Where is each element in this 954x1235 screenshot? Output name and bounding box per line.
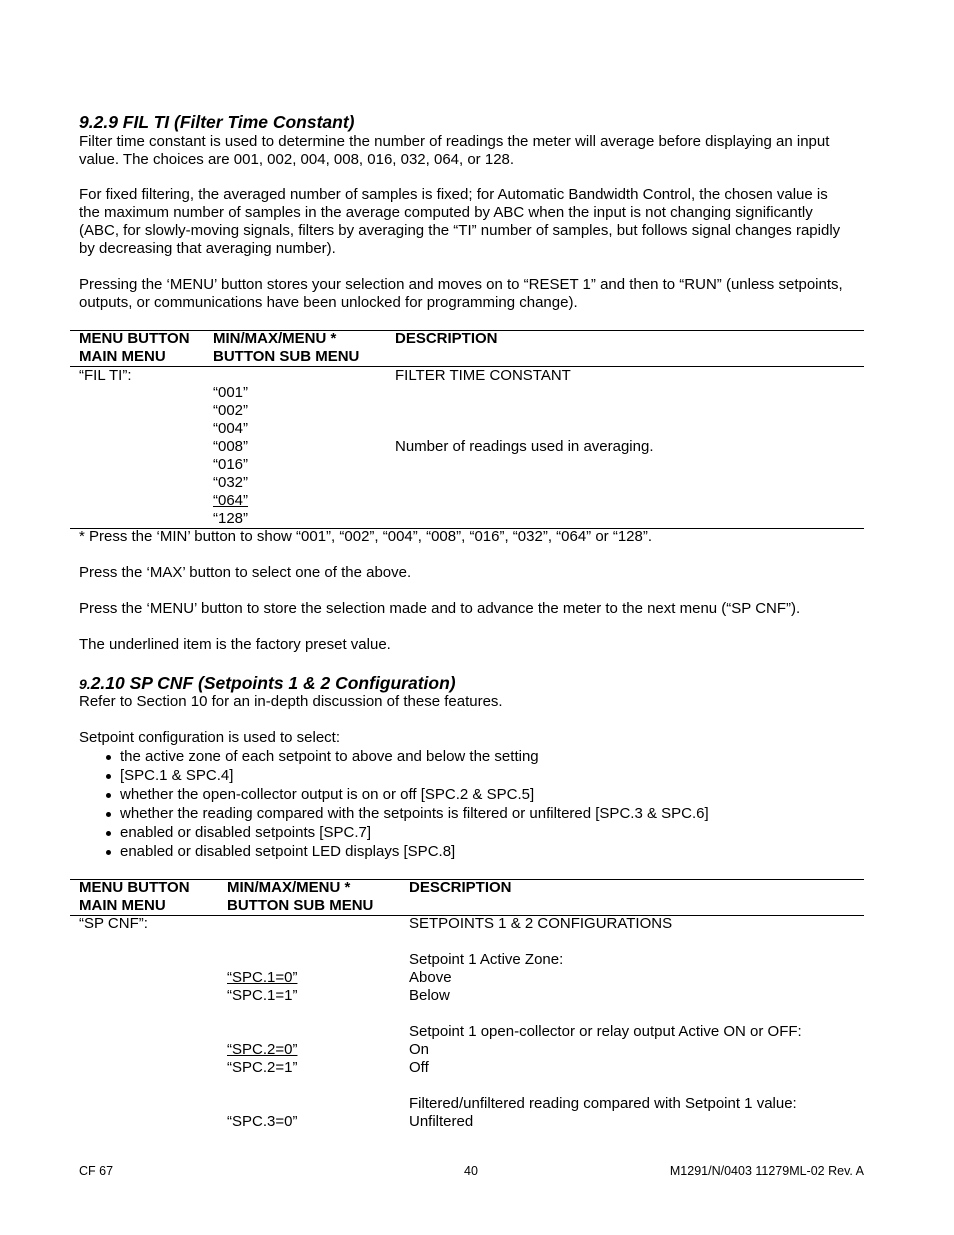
option-description: Unfiltered — [409, 1113, 474, 1130]
table-header-sub-menu: MIN/MAX/MENU * — [227, 879, 351, 896]
option-cell: “004” — [213, 420, 249, 437]
footer-doc-code: CF 67 — [79, 1164, 114, 1178]
list-item: whether the open-collector output is on or off [SPC.2 & SPC.5] — [120, 786, 535, 803]
list-item: [SPC.1 & SPC.4] — [120, 767, 234, 784]
bullet-icon — [106, 831, 111, 836]
bullet-icon — [106, 793, 111, 798]
section-heading-fil-ti: 9.2.9 FIL TI (Filter Time Constant) — [79, 112, 355, 132]
footer-revision: M1291/N/0403 11279ML-02 Rev. A — [669, 1164, 864, 1178]
list-item: whether the reading compared with the setpoints is filtered or unfiltered [SPC.3 & SPC.6] — [120, 805, 709, 822]
table-header-main-menu: MAIN MENU — [79, 897, 166, 914]
group-title: Setpoint 1 Active Zone: — [409, 951, 564, 968]
table-note: The underlined item is the factory preset value. — [79, 636, 391, 653]
heading-text: 2.10 SP CNF (Setpoints 1 & 2 Configuration) — [90, 673, 456, 693]
table-note: Press the ‘MENU’ button to store the selection made and to advance the meter to the next menu (“SP CNF”). — [79, 600, 801, 617]
option-cell: “128” — [213, 510, 249, 527]
description-cell: SETPOINTS 1 & 2 CONFIGURATIONS — [409, 915, 673, 932]
table-header-sub-menu: BUTTON SUB MENU — [213, 348, 360, 365]
paragraph-line: outputs, or communications have been unlocked for programming change). — [79, 294, 578, 311]
option-description: Above — [409, 969, 452, 986]
heading-prefix: 9. — [79, 676, 91, 692]
list-item: the active zone of each setpoint to above and below the setting — [120, 748, 539, 765]
description-cell: Number of readings used in averaging. — [395, 438, 654, 455]
option-cell: “SPC.2=1” — [227, 1059, 298, 1076]
option-cell: “032” — [213, 474, 249, 491]
description-cell: FILTER TIME CONSTANT — [395, 367, 571, 384]
option-cell: “SPC.1=1” — [227, 987, 298, 1004]
table-header-description: DESCRIPTION — [395, 330, 498, 347]
section-heading-sp-cnf — [79, 673, 456, 694]
group-title: Setpoint 1 open-collector or relay output Active ON or OFF: — [409, 1023, 802, 1040]
paragraph-line: (ABC, for slowly-moving signals, filters by averaging the “TI” number of samples, but follows signal changes rapidly — [79, 222, 841, 239]
paragraph-line: Setpoint configuration is used to select: — [79, 729, 340, 746]
table-header-main-menu: MENU BUTTON — [79, 330, 190, 347]
paragraph-line: Filter time constant is used to determine the number of readings the meter will average before displaying an input — [79, 133, 830, 150]
table-header-description: DESCRIPTION — [409, 879, 512, 896]
list-item: enabled or disabled setpoint LED displays [SPC.8] — [120, 843, 456, 860]
bullet-icon — [106, 774, 111, 779]
bullet-icon — [106, 850, 111, 855]
table-header-main-menu: MAIN MENU — [79, 348, 166, 365]
paragraph-line: For fixed filtering, the averaged number of samples is fixed; for Automatic Bandwidth Control, the chosen value is — [79, 186, 828, 203]
option-description: Off — [409, 1059, 429, 1076]
bullet-icon — [106, 812, 111, 817]
paragraph-line: the maximum number of samples in the average computed by ABC when the input is not changing significantly — [79, 204, 813, 221]
option-cell: “002” — [213, 402, 249, 419]
table-note: * Press the ‘MIN’ button to show “001”, “002”, “004”, “008”, “016”, “032”, “064” or “128”. — [79, 528, 653, 545]
table-note: Press the ‘MAX’ button to select one of the above. — [79, 564, 412, 581]
paragraph-line: Refer to Section 10 for an in-depth discussion of these features. — [79, 693, 503, 710]
table-header-sub-menu: BUTTON SUB MENU — [227, 897, 374, 914]
option-cell-default: “SPC.1=0” — [227, 969, 298, 986]
option-cell: “001” — [213, 384, 249, 401]
main-menu-cell: “SP CNF”: — [79, 915, 148, 932]
paragraph-line: value. The choices are 001, 002, 004, 008, 016, 032, 064, or 128. — [79, 151, 515, 168]
paragraph-line: Pressing the ‘MENU’ button stores your selection and moves on to “RESET 1” and then to “RUN” (unless setpoints, — [79, 276, 843, 293]
option-description: On — [409, 1041, 430, 1058]
option-cell-default: “SPC.2=0” — [227, 1041, 298, 1058]
table-header-main-menu: MENU BUTTON — [79, 879, 190, 896]
option-cell: “SPC.3=0” — [227, 1113, 298, 1130]
option-cell: “008” — [213, 438, 249, 455]
option-description: Below — [409, 987, 450, 1004]
option-cell: “016” — [213, 456, 249, 473]
table-header-sub-menu: MIN/MAX/MENU * — [213, 330, 337, 347]
paragraph-line: by decreasing that averaging number). — [79, 240, 336, 257]
option-cell-default: “064” — [213, 492, 249, 509]
list-item: enabled or disabled setpoints [SPC.7] — [120, 824, 371, 841]
bullet-icon — [106, 755, 111, 760]
group-title: Filtered/unfiltered reading compared with Setpoint 1 value: — [409, 1095, 797, 1112]
page-number: 40 — [464, 1164, 478, 1178]
main-menu-cell: “FIL TI”: — [79, 367, 132, 384]
